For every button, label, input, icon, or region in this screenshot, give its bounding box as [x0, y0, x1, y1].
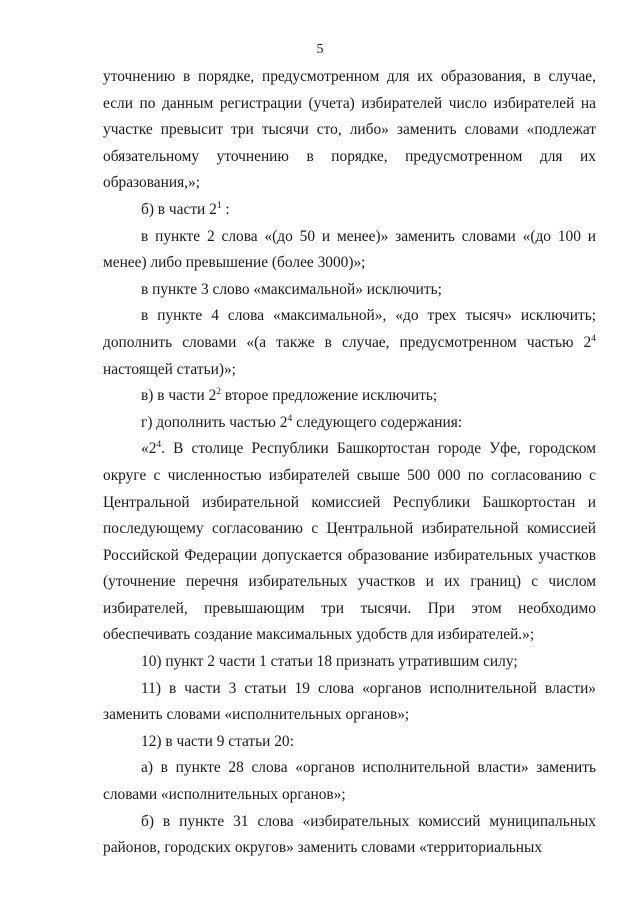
paragraph: [103, 303, 596, 383]
text-segment: в пункте 3 слово «максимальной» исключить;: [141, 280, 442, 298]
text-segment: б) в части 2: [141, 200, 217, 218]
superscript: 2: [216, 387, 222, 398]
text-segment: а) в пункте 28 слова «органов исполнительной власти» заменить словами «исполнительных органов»;: [103, 759, 596, 804]
paragraph: [103, 809, 596, 862]
text-segment: г) дополнить частью 2: [141, 413, 288, 431]
text-segment: следующего содержания:: [292, 413, 463, 431]
document-body: [103, 64, 596, 862]
text-segment: второе предложение исключить;: [221, 387, 438, 405]
text-segment: в пункте 2 слова «(до 50 и менее)» заменить словами «(до 100 и менее) либо превышение (более 3000)»;: [103, 227, 596, 272]
text-segment: в) в части 2: [141, 387, 217, 405]
text-segment: :: [221, 200, 230, 218]
paragraph: [103, 649, 596, 676]
paragraph: [103, 383, 596, 410]
superscript: 4: [287, 413, 293, 424]
text-segment: . В столице Республики Башкортостан городе Уфе, городском округе с численностью избирателей свыше 500 000 по согласованию с Центральной избирательной комиссией Республики Башкортостан и последующему согласованию с Центральной избирательной комиссией Российской Федерации допускается образование избирательных участков (уточнение перечня избирательных участков и их границ) с числом избирателей, превышающим три тысячи. При этом необходимо обеспечивать создание максимальных удобств для избирателей.»;: [103, 440, 596, 644]
text-segment: «2: [141, 440, 157, 458]
text-segment: 12) в части 9 статьи 20:: [141, 732, 294, 750]
paragraph: [103, 755, 596, 808]
paragraph: [103, 64, 596, 197]
text-segment: 10) пункт 2 части 1 статьи 18 признать утратившим силу;: [141, 653, 518, 671]
paragraph: [103, 277, 596, 304]
text-segment: уточнению в порядке, предусмотренном для их образования, в случае, если по данным регистрации (учета) избирателей число избирателей на участке превысит три тысячи сто, либо» заменить словами «подлежат обязательному уточнению в порядке, предусмотренном для их образования,»;: [103, 68, 596, 192]
paragraph: [103, 676, 596, 729]
text-segment: в пункте 4 слова «максимальной», «до трех тысяч» исключить; дополнить словами «(а также в случае, предусмотренном частью 2: [103, 307, 596, 351]
page-number: 5: [316, 42, 324, 57]
text-segment: б) в пункте 31 слова «избирательных комиссий муниципальных районов, городских округов» заменить словами «территориальных: [103, 812, 596, 857]
superscript: 4: [156, 440, 162, 451]
superscript: 1: [216, 200, 222, 211]
paragraph: [103, 436, 596, 649]
paragraph: [103, 224, 596, 277]
paragraph: [103, 197, 596, 224]
paragraph: [103, 729, 596, 756]
superscript: 4: [591, 333, 596, 344]
paragraph: [103, 410, 596, 437]
text-segment: 11) в части 3 статьи 19 слова «органов исполнительной власти» заменить словами «исполнительных органов»;: [103, 679, 596, 724]
text-segment: настоящей статьи)»;: [103, 360, 236, 378]
